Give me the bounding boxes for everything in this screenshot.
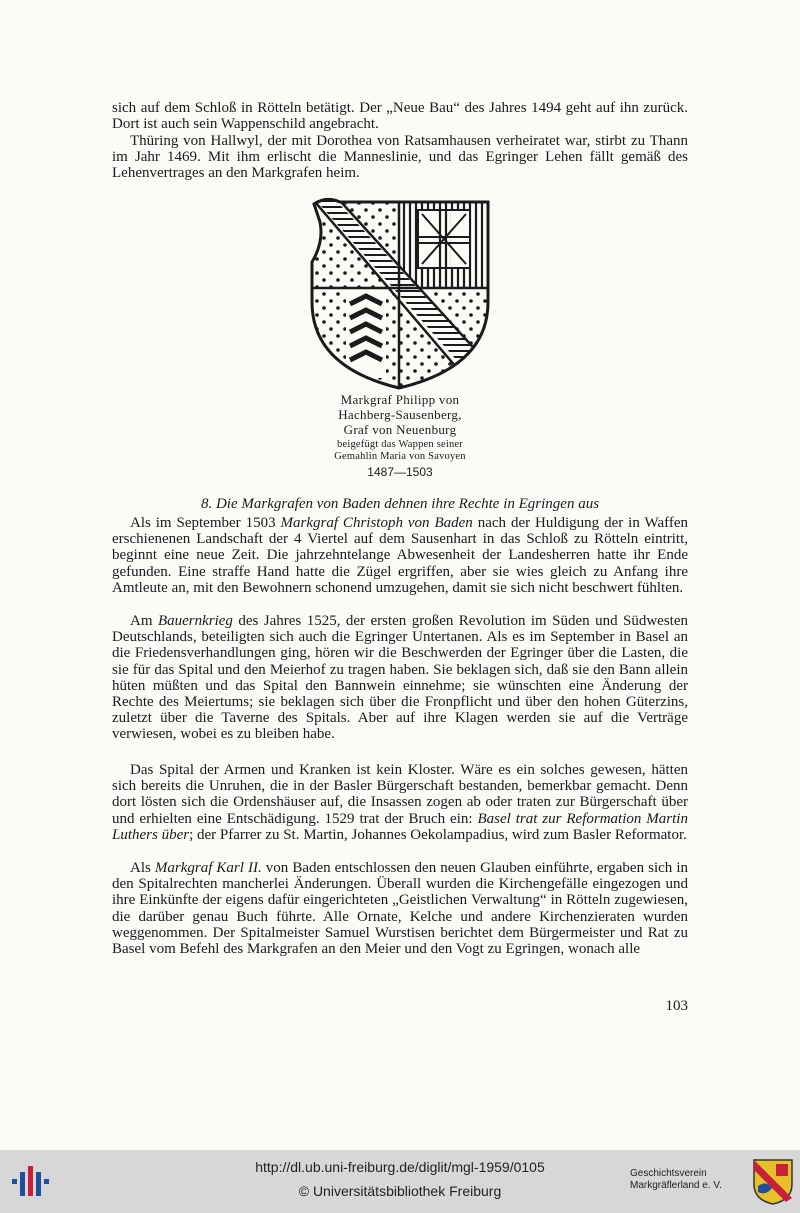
paragraph-5: Das Spital der Armen und Kranken ist kein Kloster. Wäre es ein solches gewesen, hätten sich bereits die Unruhen, die in der Basler Bürgerschaft bestanden, bemerkbar gemacht. Denn dort lösten sich die Ordenshäuser auf, die Insassen zogen ab oder traten zur Bürgerschaft über und erhielten eine Entschädigung. 1529 trat der Bruch ein: Basel trat zur Reformation Martin Luthers über; der Pfarrer zu St. Martin, Johannes Oekolampadius, wird zum Basler Reformator.: [112, 762, 688, 843]
caption-years: 1487—1503: [367, 465, 433, 479]
caption-line-5: Gemahlin Maria von Savoyen: [334, 451, 466, 462]
footer-copyright: © Universitätsbibliothek Freiburg: [298, 1183, 502, 1199]
page-number: 103: [665, 998, 688, 1014]
caption-line-1: Markgraf Philipp von: [340, 392, 460, 407]
society-name-line-2: Markgräflerland e. V.: [630, 1180, 722, 1191]
footer-url-link[interactable]: http://dl.ub.uni-freiburg.de/diglit/mgl-1959/0105: [255, 1159, 545, 1175]
society-crest-icon: [752, 1158, 794, 1206]
paragraph-1: sich auf dem Schloß in Rötteln betätigt. Der „Neue Bau“ des Jahres 1494 geht auf ihn zurück. Dort ist auch sein Wappenschild angebracht.: [112, 100, 688, 133]
paragraph-3: Als im September 1503 Markgraf Christoph von Baden nach der Huldigung der in Waffen erschienenen Landschaft der 4 Viertel auf dem Sausenhart in das Schloß zu Rötteln eintritt, beginnt eine neue Zeit. Die jahrzehntelange Abwesenheit der Landesherren hatte ihr Ende gefunden. Eine straffe Hand hatte die Zügel ergriffen, aber sie wies gleich zu Anfang ihre Amtleute an, mit den Bewohnern schonend umzugehen, damit sie sich nicht beschwert fühlten.: [112, 515, 688, 596]
caption-line-3: Graf von Neuenburg: [343, 422, 457, 437]
society-name-line-1: Geschichtsverein: [630, 1168, 707, 1179]
paragraph-4: Am Bauernkrieg des Jahres 1525, der ersten großen Revolution im Süden und Südwesten Deutschlands, beteiligten sich auch die Egringer Untertanen. Als es im September in Basel an die Friedensverhandlungen ging, hören wir die Beschwerden der Egringer über die Lasten, die sie für das Spital und den Meierhof zu tragen haben. Sie beklagen sich, daß sie den Bann allein hüten müßten und das Spital den Bannwein einnehme; sie wünschten eine Änderung der Rechte des Meiertums; sie beklagen sich über die Fronpflicht und über den hohen Güterzins, zuletzt über die Taverne des Spitals. Aber auf ihre Klagen werden sie auf die Verträge verwiesen, wobei es zu bleiben habe.: [112, 613, 688, 743]
paragraph-6: Als Markgraf Karl II. von Baden entschlossen den neuen Glauben einführte, ergaben sich in den Spitalrechten mancherlei Änderungen. Überall wurden die Kirchengefälle eingezogen und ihre Einkünfte der eigens dafür eingerichteten „Geistlichen Verwaltung“ in Rötteln zugewiesen, die darüber genau Buch führte. Alle Ornate, Kelche und andere Kirchenzieraten wurden weggenommen. Der Spitalmeister Samuel Wurstisen berichtet dem Bürgermeister und Rat zu Basel vom Befehl des Markgrafen an den Meier und den Vogt zu Egringen, wonach alle: [112, 860, 689, 958]
coat-of-arms-image: [306, 192, 492, 392]
caption-line-2: Hachberg-Sausenberg,: [338, 407, 462, 422]
viewer-footer: [0, 1150, 800, 1213]
caption-line-4: beigefügt das Wappen seiner: [337, 439, 463, 450]
society-name: [630, 1168, 750, 1192]
section-heading: 8. Die Markgrafen von Baden dehnen ihre Rechte in Egringen aus: [200, 496, 600, 512]
paragraph-2: Thüring von Hallwyl, der mit Dorothea von Ratsamhausen verheiratet war, stirbt zu Thann im Jahr 1469. Mit ihm erlischt die Manneslinie, und das Egringer Lehen fällt gemäß des Lehenvertrages an den Markgrafen heim.: [112, 133, 688, 182]
